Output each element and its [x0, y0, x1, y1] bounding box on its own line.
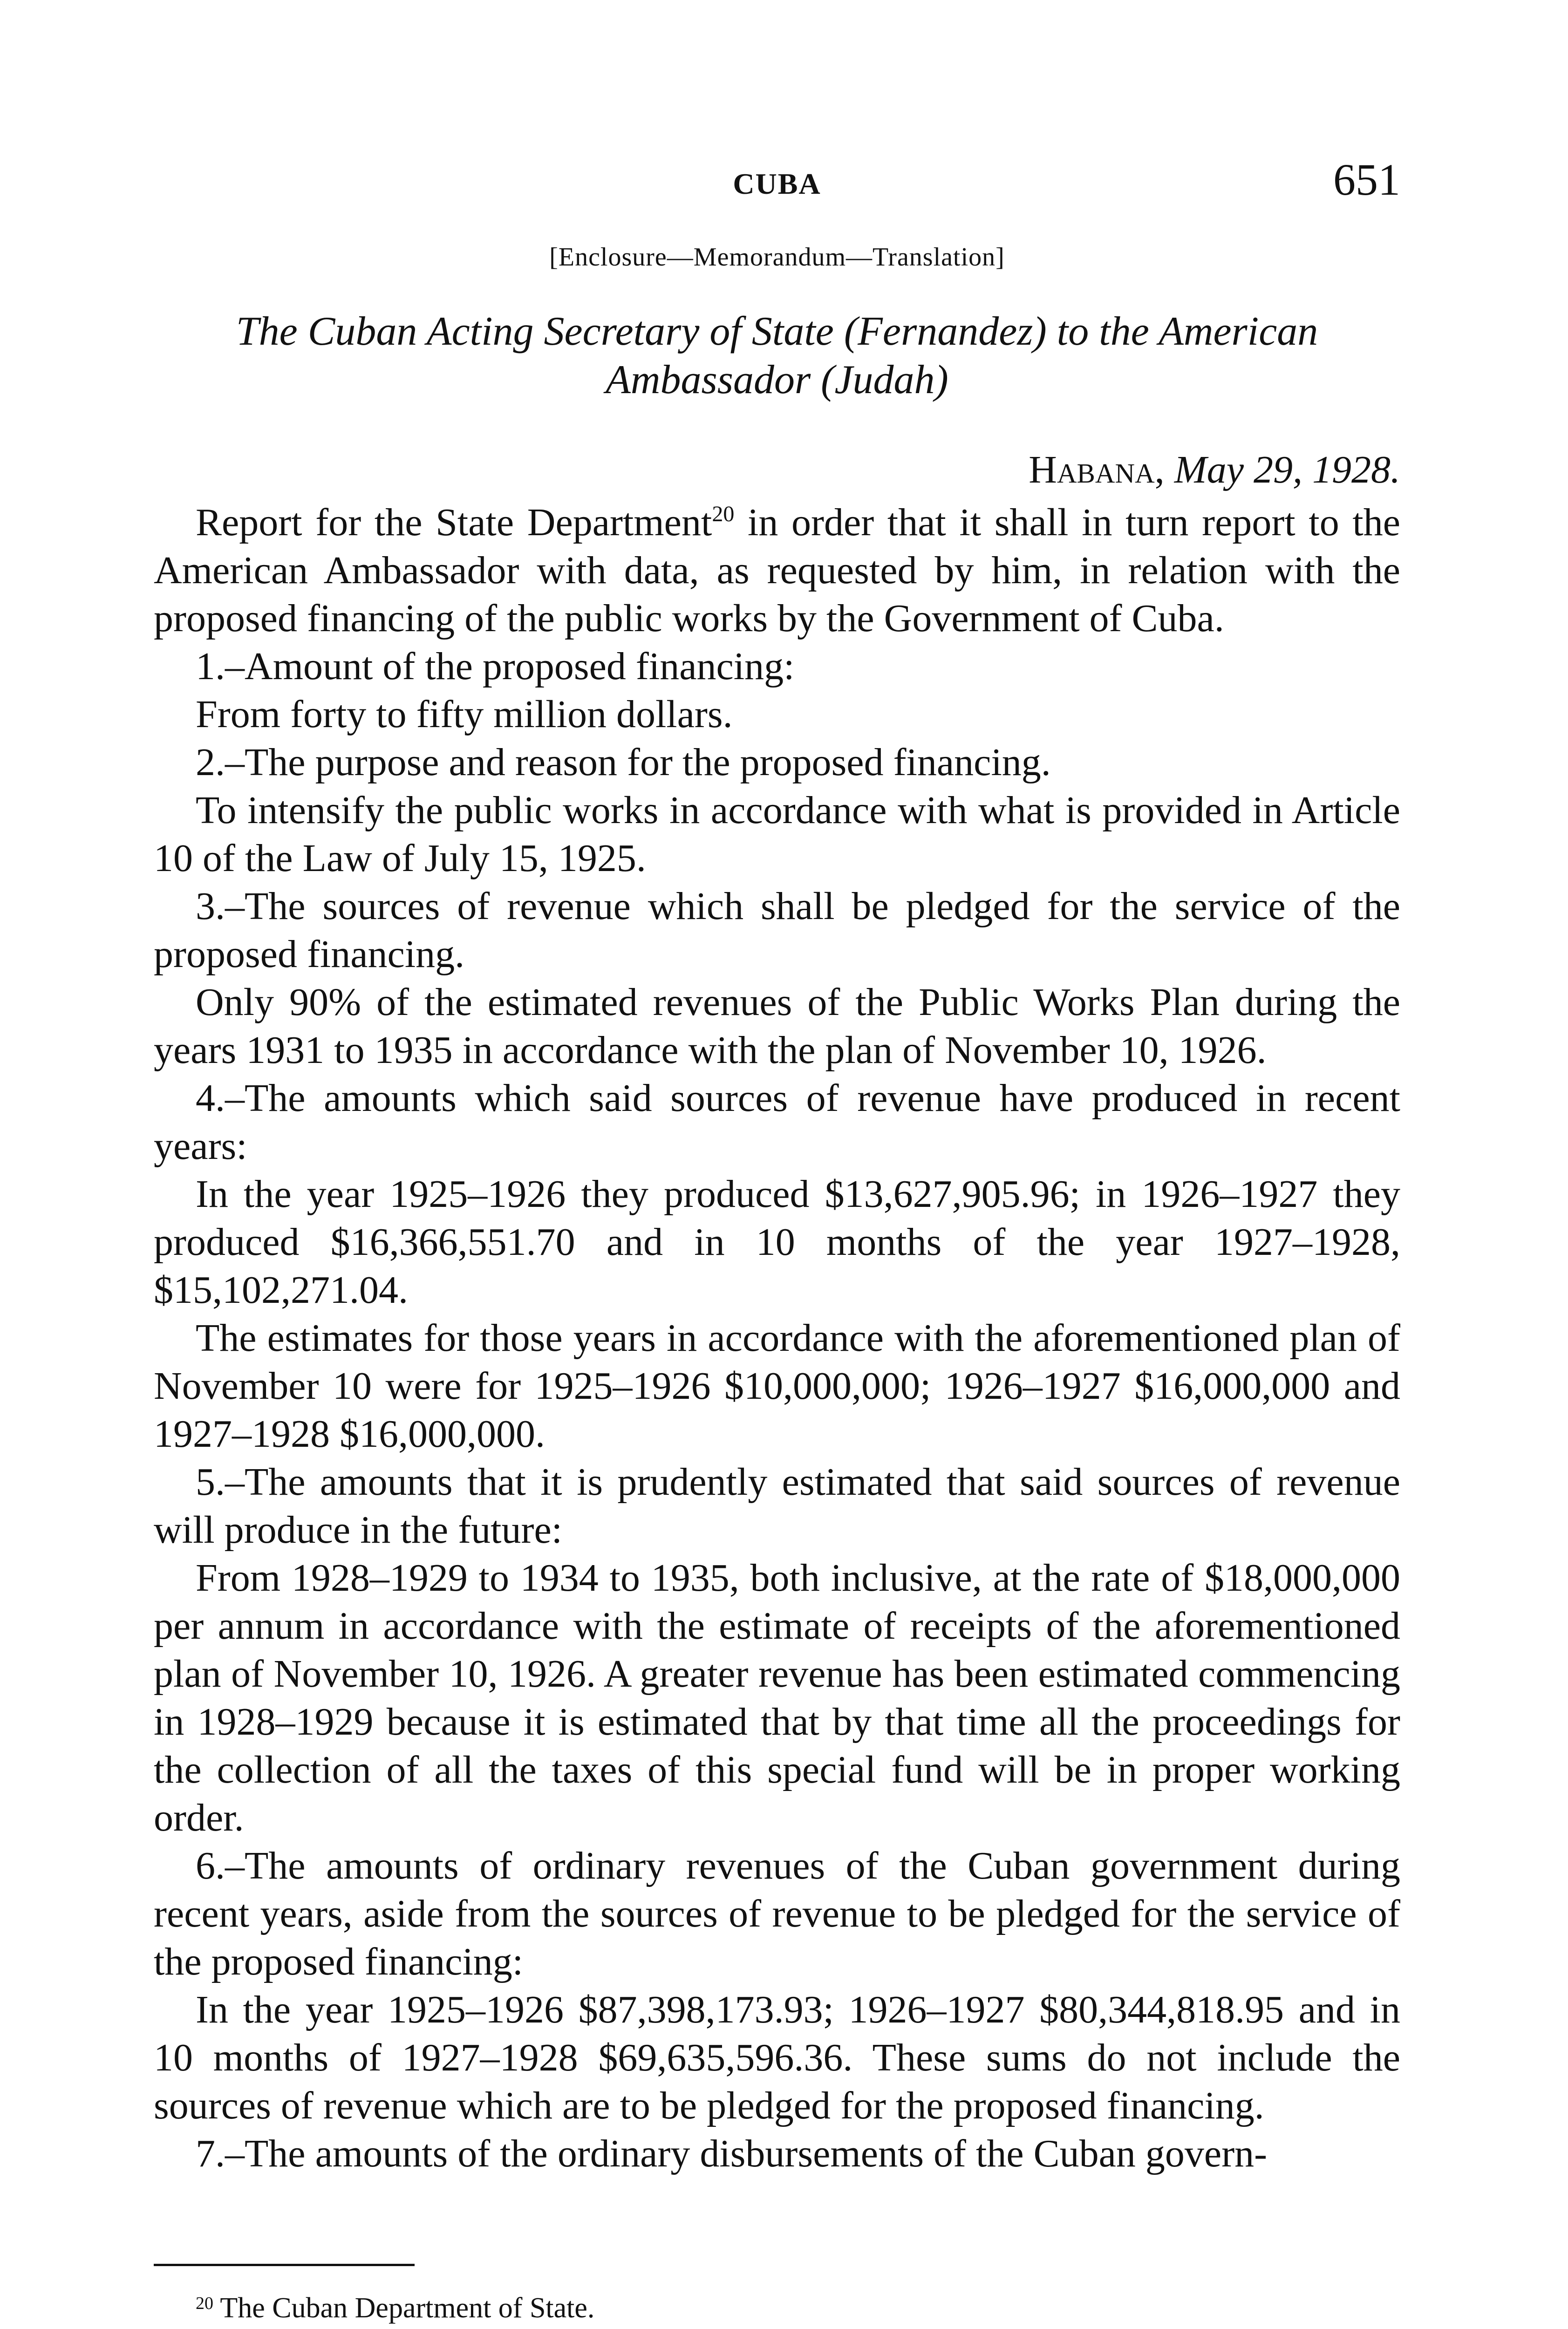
- paragraph: The estimates for those years in accordance with the aforementioned plan of November 10 were for 1925–1926 $10,000,000; 1926–1927 $16,000,000 and 1927–1928 $16,000,000.: [154, 1316, 1400, 1456]
- enclosure-label: [Enclosure—Memorandum—Translation]: [549, 243, 1005, 272]
- dateline-place: Habana,: [1029, 448, 1165, 491]
- intro-text-start: Report for the State Department: [196, 501, 712, 544]
- document-body: [154, 498, 1400, 2178]
- footnote-text: The Cuban Department of State.: [220, 2292, 595, 2324]
- paragraph: From forty to fifty million dollars.: [196, 693, 733, 736]
- paragraph: 4.–The amounts which said sources of revenue have produced in recent years:: [154, 1076, 1400, 1168]
- paragraph: In the year 1925–1926 they produced $13,627,905.96; in 1926–1927 they produced $16,366,551.70 and in 10 months of the year 1927–1928, $15,102,271.04.: [154, 1172, 1400, 1312]
- dateline: [154, 447, 1400, 492]
- footnote: [196, 2292, 594, 2325]
- paragraph: From 1928–1929 to 1934 to 1935, both inclusive, at the rate of $18,000,000 per annum in accordance with the estimate of receipts of the aforementioned plan of November 10, 1926. A greater revenue has been estimated commencing in 1928–1929 because it is estimated that by that time all the proceedings for the collection of all the taxes of this special fund will be in proper working order.: [154, 1556, 1400, 1839]
- paragraph: 2.–The purpose and reason for the proposed financing.: [196, 741, 1051, 784]
- paragraph-intro: [154, 498, 1400, 642]
- paragraph: 1.–Amount of the proposed financing:: [196, 645, 795, 688]
- title-line-2: Ambassador (Judah): [606, 357, 948, 402]
- page-header: [154, 154, 1400, 205]
- paragraph: 7.–The amounts of the ordinary disbursements of the Cuban govern-: [196, 2132, 1268, 2175]
- running-head: CUBA: [733, 167, 821, 200]
- footnote-marker: 20: [196, 2294, 213, 2313]
- paragraph: 6.–The amounts of ordinary revenues of the Cuban government during recent years, aside from the sources of revenue to be pledged for the service of the proposed financing:: [154, 1844, 1400, 1983]
- paragraph: In the year 1925–1926 $87,398,173.93; 1926–1927 $80,344,818.95 and in 10 months of 1927–1928 $69,635,596.36. These sums do not include the sources of revenue which are to be pledged for the proposed financing.: [154, 1988, 1400, 2127]
- dateline-date: May 29, 1928.: [1174, 448, 1400, 491]
- footnote-reference: 20: [712, 502, 735, 526]
- title-line-1: The Cuban Acting Secretary of State (Fernandez) to the American: [236, 309, 1318, 354]
- page-number: 651: [1333, 155, 1400, 204]
- paragraph: Only 90% of the estimated revenues of the Public Works Plan during the years 1931 to 1935 in accordance with the plan of November 10, 1926.: [154, 981, 1400, 1072]
- document-title: [154, 307, 1400, 404]
- paragraph: 5.–The amounts that it is prudently estimated that said sources of revenue will produce in the future:: [154, 1460, 1400, 1552]
- intro-text-end: in order that it shall in turn report to the American Ambassador with data, as requested by him, in relation with the proposed financing of the public works by the Government of Cuba.: [154, 501, 1400, 640]
- paragraph: To intensify the public works in accordance with what is provided in Article 10 of the Law of July 15, 1925.: [154, 789, 1400, 880]
- footnote-divider: [154, 2264, 415, 2266]
- paragraph: 3.–The sources of revenue which shall be pledged for the service of the proposed financing.: [154, 885, 1400, 976]
